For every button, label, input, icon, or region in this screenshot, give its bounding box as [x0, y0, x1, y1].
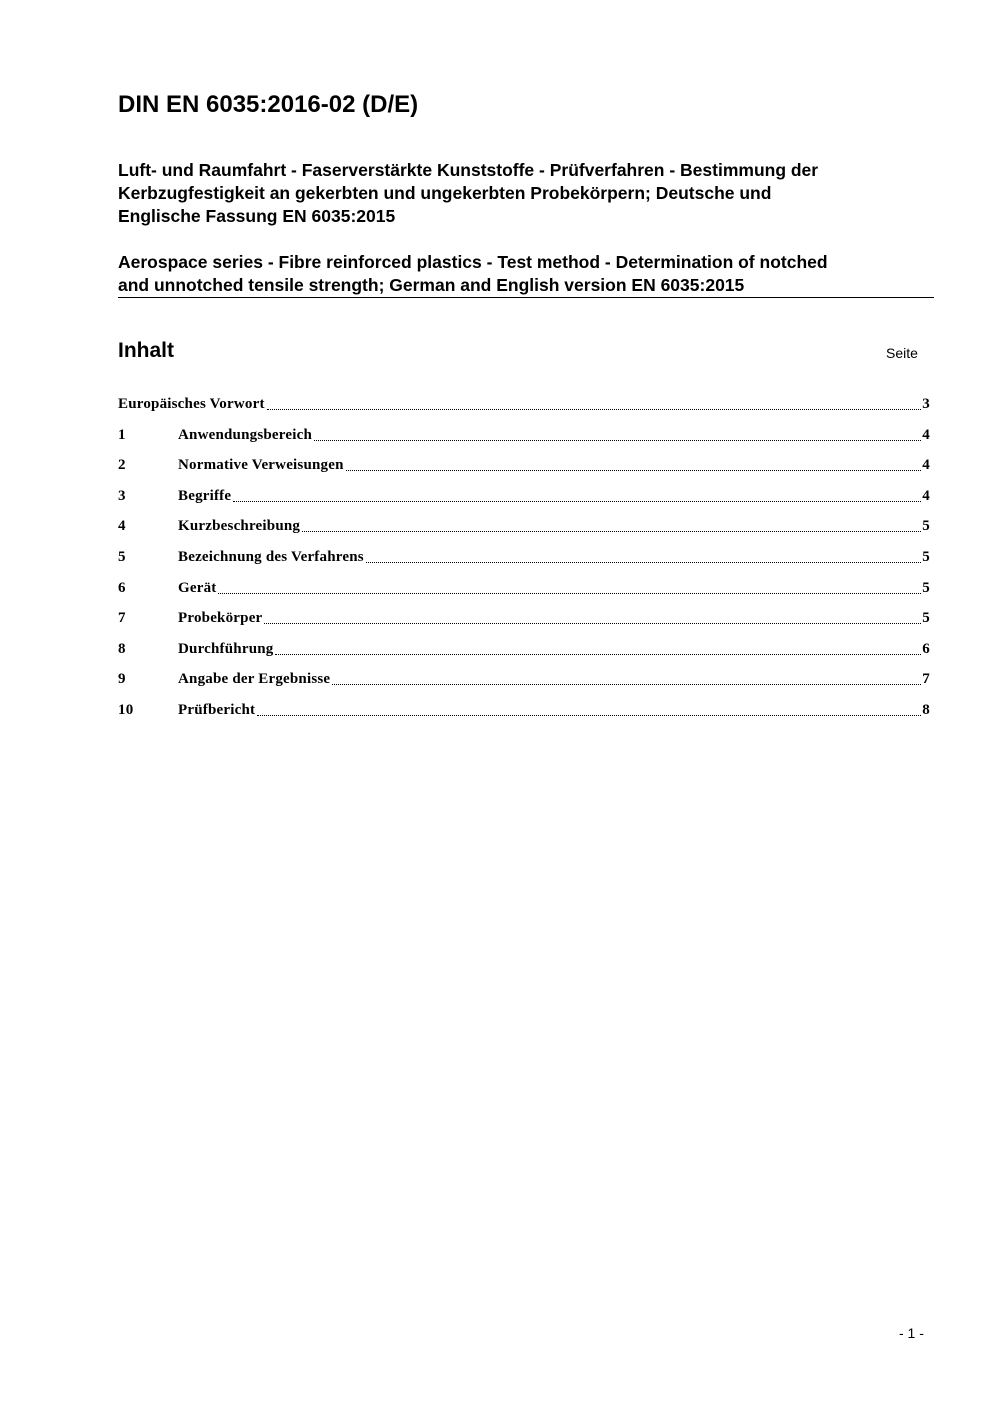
toc-entry-page: 6 [922, 640, 930, 657]
toc-dot-leader [332, 684, 921, 685]
page-number: - 1 - [899, 1325, 924, 1341]
german-title-line: Kerbzugfestigkeit an gekerbten und ungekerbten Probekörpern; Deutsche und [118, 183, 772, 203]
toc-entry-title: Begriffe [178, 487, 232, 504]
toc-dot-leader [267, 409, 922, 410]
toc-entry-page: 7 [922, 671, 930, 688]
toc-entry-title: Anwendungsbereich [178, 426, 312, 443]
toc-entry-page: 5 [922, 579, 930, 596]
toc-entry-page: 4 [922, 487, 930, 504]
toc-entry-title: Bezeichnung des Verfahrens [178, 548, 364, 565]
toc-entry-method-designation[interactable] [118, 547, 930, 578]
toc-dot-leader [314, 440, 921, 441]
toc-entry-number: 4 [118, 518, 126, 535]
toc-entry-number: 3 [118, 487, 126, 504]
toc-heading: Inhalt [118, 339, 174, 362]
toc-entry-procedure[interactable] [118, 639, 930, 670]
english-title-line: Aerospace series - Fibre reinforced plastics - Test method - Determination of notched [118, 252, 828, 272]
toc-entry-number: 1 [118, 426, 126, 443]
toc-entry-title: Europäisches Vorwort [118, 396, 265, 412]
german-title-line: Englische Fassung EN 6035:2015 [118, 206, 396, 226]
toc-dot-leader [275, 654, 921, 655]
toc-entry-number: 10 [118, 701, 134, 718]
document-number: DIN EN 6035:2016-02 (D/E) [118, 91, 419, 118]
toc-entry-title: Prüfbericht [178, 701, 256, 718]
toc-entry-number: 9 [118, 671, 126, 688]
toc-dot-leader [346, 470, 922, 471]
toc-entry-test-report[interactable] [118, 700, 930, 731]
toc-entry-apparatus[interactable] [118, 578, 930, 609]
toc-entry-results[interactable] [118, 669, 930, 700]
toc-entry-title: Probekörper [178, 610, 263, 627]
english-title [118, 251, 938, 297]
german-title [118, 159, 938, 228]
toc-entry-title: Kurzbeschreibung [178, 518, 301, 535]
toc-entry-title: Angabe der Ergebnisse [178, 671, 331, 688]
toc-dot-leader [366, 562, 922, 563]
table-of-contents [118, 394, 930, 731]
toc-dot-leader [302, 531, 921, 532]
german-title-line: Luft- und Raumfahrt - Faserverstärkte Kunststoffe - Prüfverfahren - Bestimmung der [118, 160, 819, 180]
toc-dot-leader [264, 623, 921, 624]
toc-entry-specimens[interactable] [118, 608, 930, 639]
toc-entry-page: 5 [922, 610, 930, 627]
toc-entry-european-foreword[interactable] [118, 394, 930, 425]
toc-entry-title: Durchführung [178, 640, 274, 657]
toc-entry-title: Gerät [178, 579, 217, 596]
toc-page-column-heading: Seite [886, 345, 918, 361]
toc-entry-page: 8 [922, 701, 930, 718]
toc-dot-leader [233, 501, 921, 502]
toc-entry-page: 3 [922, 396, 930, 412]
toc-dot-leader [218, 593, 921, 594]
toc-entry-title: Normative Verweisungen [178, 457, 344, 474]
toc-entry-number: 7 [118, 610, 126, 627]
toc-entry-terms[interactable] [118, 486, 930, 517]
toc-entry-normative-references[interactable] [118, 455, 930, 486]
english-title-line: and unnotched tensile strength; German and English version EN 6035:2015 [118, 275, 745, 295]
toc-entry-page: 4 [922, 426, 930, 443]
toc-entry-scope[interactable] [118, 425, 930, 456]
toc-dot-leader [257, 715, 921, 716]
toc-entry-page: 5 [922, 548, 930, 565]
toc-entry-page: 4 [922, 457, 930, 474]
toc-entry-summary[interactable] [118, 516, 930, 547]
toc-entry-number: 6 [118, 579, 126, 596]
toc-entry-number: 5 [118, 548, 126, 565]
toc-entry-number: 8 [118, 640, 126, 657]
toc-entry-page: 5 [922, 518, 930, 535]
toc-entry-number: 2 [118, 457, 126, 474]
title-divider [118, 297, 934, 298]
